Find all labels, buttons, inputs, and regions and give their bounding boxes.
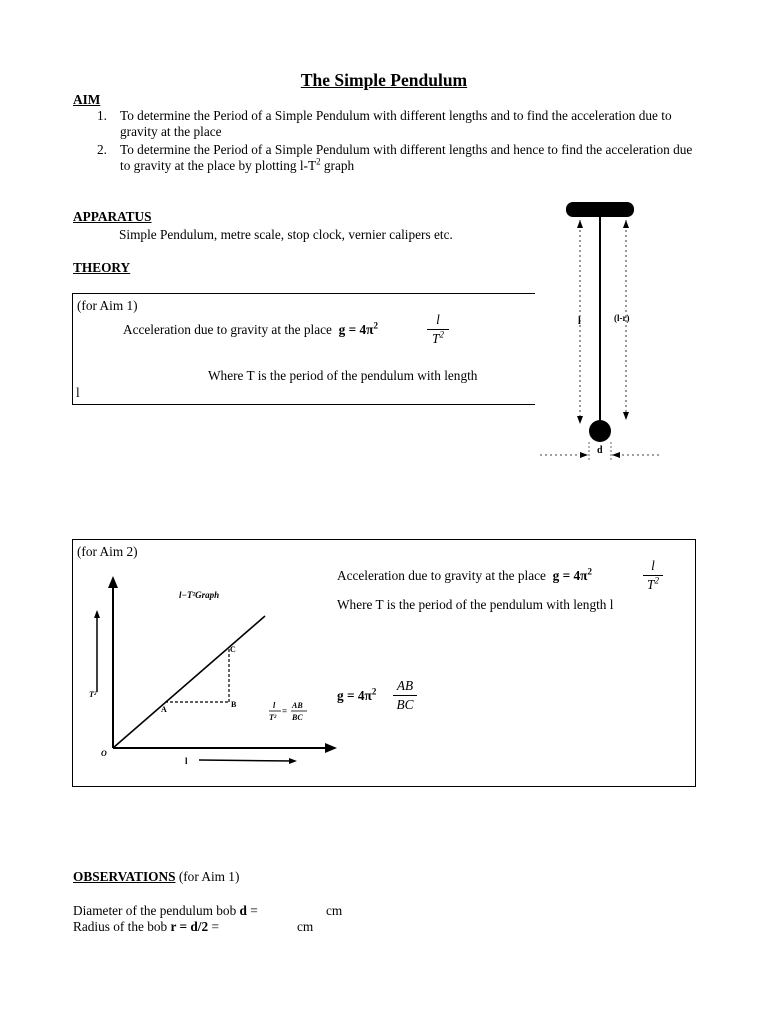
pendulum-support bbox=[566, 202, 634, 217]
apparatus-text: Simple Pendulum, metre scale, stop clock, vernier calipers etc. bbox=[119, 227, 453, 242]
aim-heading: AIM bbox=[73, 92, 101, 107]
theory-aim2-box bbox=[72, 539, 696, 787]
apparatus-heading: APPARATUS bbox=[73, 209, 152, 224]
l-t2-graph bbox=[83, 572, 343, 772]
pendulum-bob bbox=[589, 420, 611, 442]
graph-ratio-num: l bbox=[273, 701, 276, 710]
aim2-formula2: $g = 4\pi^2$ bbox=[337, 686, 377, 703]
aim-item-1: 1. To determine the Period of a Simple Pendulum with different lengths and to find the acceleration due to gravity at the place bbox=[97, 108, 672, 139]
graph-ratio-rnum: AB bbox=[292, 701, 303, 710]
observations-line bbox=[73, 869, 239, 885]
aim-item-1-text: To determine the Period of a Simple Pendulum with different lengths and to find the acceleration due to gravity at the place bbox=[120, 108, 672, 139]
page-title: The Simple Pendulum bbox=[300, 70, 468, 90]
aim1-fraction: l $T^2$ bbox=[427, 312, 449, 347]
label-l: l bbox=[578, 316, 581, 327]
graph-ratio-rden: BC bbox=[292, 713, 303, 722]
graph-ratio-den: T² bbox=[269, 713, 277, 722]
theory-heading: THEORY bbox=[73, 260, 131, 275]
aim-item-2: 2. To determine the Period of a Simple Pendulum with different lengths and hence to find the acceleration due to gravity at the place by plotting $l-T^2$ graph bbox=[97, 142, 693, 173]
graph-label-l: l bbox=[185, 756, 188, 766]
aim1-where-text: Where T is the period of the pendulum with length bbox=[208, 368, 478, 383]
aim-list bbox=[97, 108, 697, 176]
graph-title: l−T²Graph bbox=[179, 590, 220, 600]
graph-line bbox=[113, 616, 265, 748]
radius-unit: cm bbox=[297, 919, 314, 934]
aim1-formula: Acceleration due to gravity at the place $g = 4\pi^2$ bbox=[123, 320, 378, 337]
radius-line: Radius of the bob r = d/2 = bbox=[73, 919, 219, 934]
label-l-minus-r: (l-r) bbox=[614, 313, 630, 323]
pendulum-figure bbox=[538, 196, 668, 466]
diameter-unit: cm bbox=[326, 903, 343, 918]
aim2-fraction2: AB BC bbox=[393, 678, 417, 713]
observations-heading: OBSERVATIONS bbox=[73, 869, 176, 884]
graph-ratio-eq: = bbox=[282, 706, 288, 716]
label-d: d bbox=[597, 445, 603, 456]
graph-label-o: O bbox=[101, 749, 107, 758]
observations-suffix: (for Aim 1) bbox=[175, 869, 240, 884]
diameter-line: Diameter of the pendulum bob d = bbox=[73, 903, 258, 918]
graph-label-a: A bbox=[161, 705, 167, 714]
theory-aim1-box bbox=[72, 293, 535, 405]
graph-label-t2: T² bbox=[89, 690, 97, 699]
graph-label-b: B bbox=[231, 700, 237, 709]
aim2-label: (for Aim 2) bbox=[77, 544, 138, 559]
aim1-where-tail: l bbox=[76, 385, 80, 400]
aim2-where-text: Where T is the period of the pendulum with length l bbox=[337, 597, 614, 612]
graph-label-c: C bbox=[230, 645, 236, 654]
aim2-formula: Acceleration due to gravity at the place $g = 4\pi^2$ bbox=[337, 566, 592, 583]
aim-item-2-text: To determine the Period of a Simple Pendulum with different lengths and hence to find the acceleration due to gravity at the place by plotting l-T bbox=[120, 142, 693, 173]
aim2-fraction: l $T^2$ bbox=[643, 558, 663, 593]
aim1-label: (for Aim 1) bbox=[77, 298, 138, 313]
